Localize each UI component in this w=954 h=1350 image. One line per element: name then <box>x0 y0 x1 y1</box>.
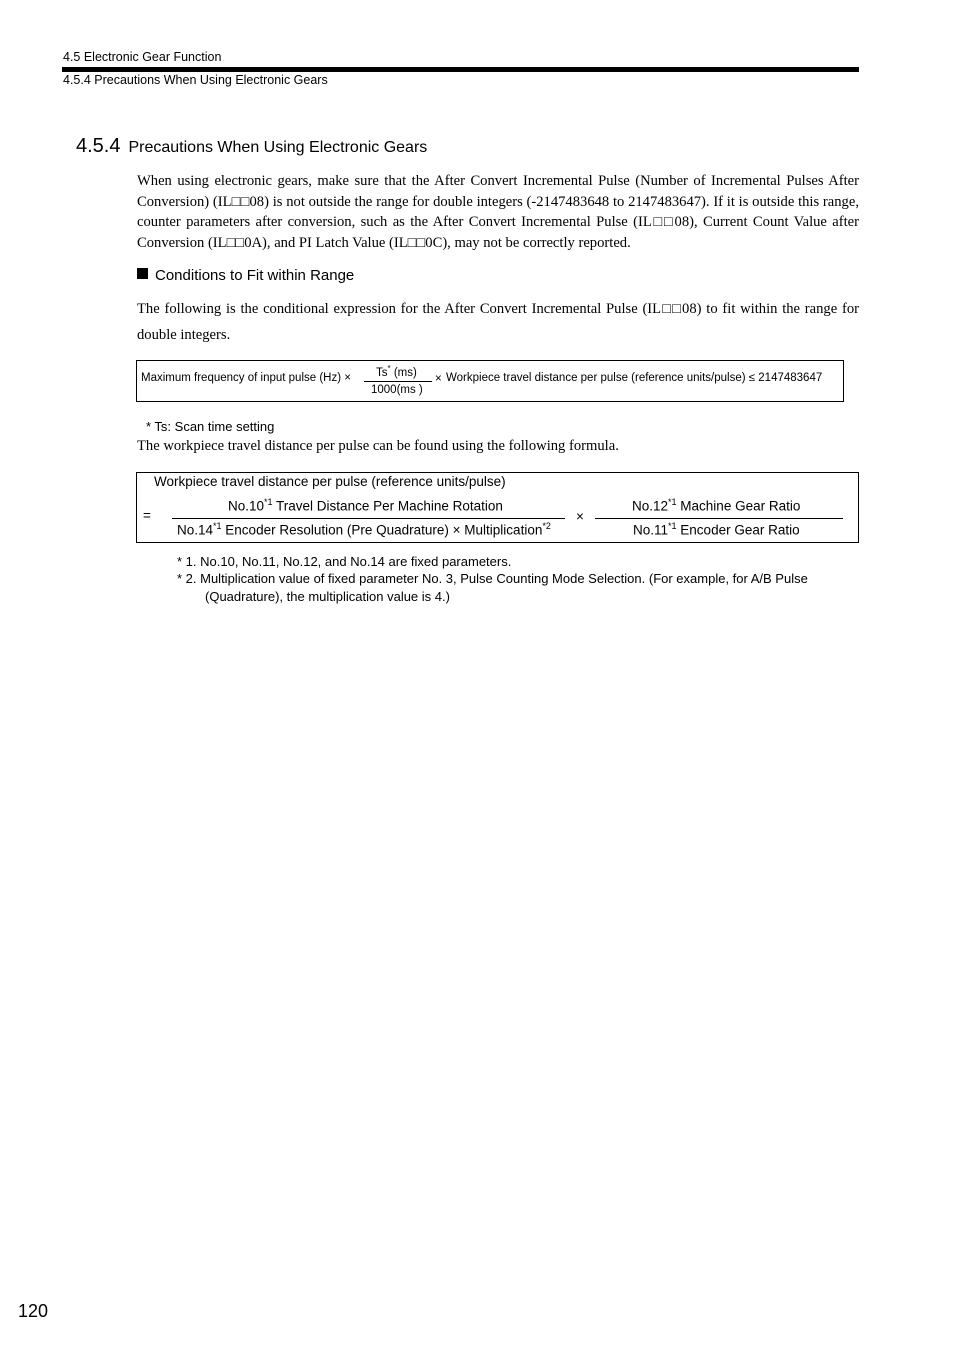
formula2-denominator-1: No.14$^{*1}$ Encoder Resolution (Pre Quadrature) × Multiplication$^{*2}$ <box>177 521 551 538</box>
subheading <box>137 267 354 284</box>
header-rule <box>62 67 859 72</box>
running-header-subsection: 4.5.4 Precautions When Using Electronic Gears <box>63 73 328 87</box>
formula1-denominator: 1000(ms ) <box>371 384 423 396</box>
footnote-1: * 1. No.10, No.11, No.12, and No.14 are fixed parameters. <box>177 554 512 569</box>
formula1-right: Workpiece travel distance per pulse (reference units/pulse) ≤ 2147483647 <box>446 372 823 384</box>
formula2-fraction-bar-2 <box>595 518 843 519</box>
section-title <box>76 135 427 158</box>
square-bullet-icon <box>137 268 148 279</box>
formula1-fraction-bar <box>364 381 432 382</box>
running-header-section: 4.5 Electronic Gear Function <box>63 50 222 64</box>
formula2-numerator-1: No.10$^{*1}$ Travel Distance Per Machine Rotation <box>228 497 503 514</box>
formula2-fraction-bar-1 <box>172 518 565 519</box>
footnote-ts: * Ts: Scan time setting <box>146 419 275 434</box>
footnote-2: * 2. Multiplication value of fixed parameter No. 3, Pulse Counting Mode Selection. (For example, for A/B Pulse <box>177 571 808 586</box>
page-number: 120 <box>18 1301 49 1321</box>
intro-paragraph: When using electronic gears, make sure that the After Convert Incremental Pulse (Number of Incremental Pulses After Conversion) (IL□□08) is not outside the range for double integers (-2147483648 to 2147483647). If it is outside this range, counter parameters after conversion, such as the After Convert Incremental Pulse (IL□□08), Current Count Value after Conversion (IL□□0A), and PI Latch Value (IL□□0C), may not be correctly reported. <box>137 173 859 252</box>
formula2-equals: = <box>143 508 151 523</box>
condition-formula-box <box>136 360 844 402</box>
formula-intro: The workpiece travel distance per pulse can be found using the following formula. <box>137 438 619 454</box>
formula2-title: Workpiece travel distance per pulse (reference units/pulse) <box>154 474 506 489</box>
section-number: 4.5.4 <box>76 135 121 157</box>
formula1-numerator: Ts* (ms) <box>376 364 417 379</box>
footnote-2-continued: (Quadrature), the multiplication value is 4.) <box>205 589 450 604</box>
formula2-numerator-2: No.12$^{*1}$ Machine Gear Ratio <box>632 497 801 514</box>
formula2-denominator-2: No.11$^{*1}$ Encoder Gear Ratio <box>633 521 800 538</box>
formula2-times: × <box>576 509 584 524</box>
condition-paragraph: The following is the conditional expression for the After Convert Incremental Pulse (IL□□08) to fit within the range for double integers. <box>137 301 859 343</box>
section-title-text: Precautions When Using Electronic Gears <box>128 139 428 156</box>
formula1-left: Maximum frequency of input pulse (Hz) × <box>141 372 351 384</box>
subheading-text: Conditions to Fit within Range <box>155 267 355 284</box>
formula1-times: × <box>435 373 442 385</box>
travel-distance-formula-box <box>136 472 859 543</box>
